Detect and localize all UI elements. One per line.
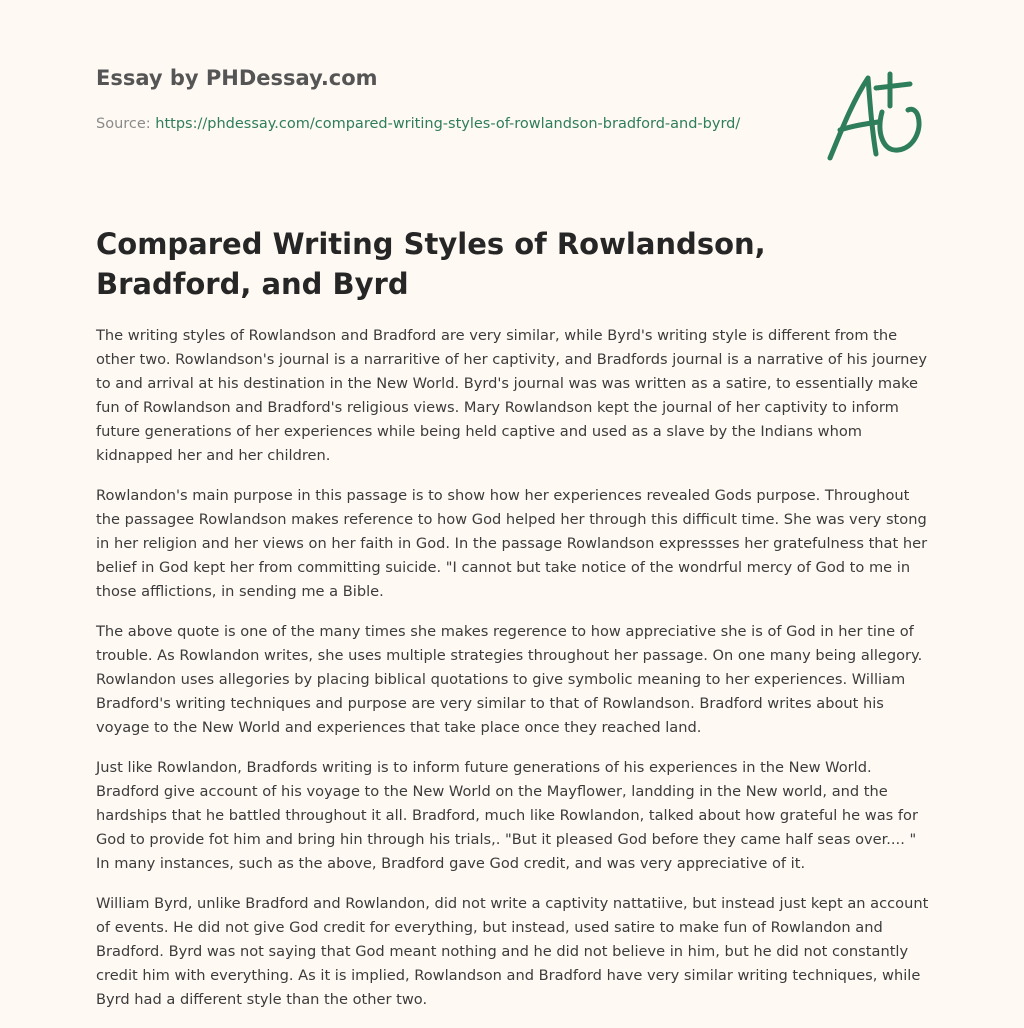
essay-body — [96, 324, 932, 1028]
essay-paragraph: Rowlandon's main purpose in this passage is to show how her experiences revealed Gods purpose. Throughout the passagee Rowlandson makes reference to how God helped her through this difficult time. She was very stong in her religion and her views on her faith in God. In the passage Rowlandson expressses her gratefulness that her belief in God kept her from committing suicide. "I cannot but take notice of the wondrful mercy of God to me in those afflictions, in sending me a Bible. — [96, 487, 928, 600]
essay-paragraph: The writing styles of Rowlandson and Bradford are very similar, while Byrd's writing style is different from the other two. Rowlandson's journal is a narraritive of her captivity, and Bradfords journal is a narrative of his journey to and arrival at his destination in the New World. Byrd's journal was was written as a satire, to essentially make fun of Rowlandson and Bradford's religious views. Mary Rowlandson kept the journal of her captivity to inform future generations of her experiences while being held captive and used as a slave by the Indians whom kidnapped her and her children. — [96, 327, 928, 464]
a-plus-grade-icon — [818, 64, 930, 168]
source-label: Source: — [96, 116, 151, 132]
essay-paragraph: Just like Rowlandon, Bradfords writing is to inform future generations of his experiences in the New World. Bradford give account of his voyage to the New World on the Mayflower, landding in the New world, and the hardships that he battled throughout it all. Bradford, much like Rowlandon, talked about how grateful he was for God to provide fot him and bring hin through his trials,. "But it pleased God before they came half seas over.... " In many instances, such as the above, Bradford gave God credit, and was very appreciative of it. — [96, 759, 918, 872]
source-link[interactable]: https://phdessay.com/compared-writing-styles-of-rowlandson-bradford-and-byrd/ — [155, 116, 741, 132]
essay-title: Compared Writing Styles of Rowlandson, Bradford, and Byrd — [96, 227, 766, 301]
site-title: Essay by PHDessay.com — [96, 66, 378, 90]
page-header — [96, 64, 776, 136]
essay-paragraph: William Byrd, unlike Bradford and Rowlandon, did not write a captivity nattatiive, but instead just kept an account of events. He did not give God credit for everything, but instead, used satire to make fun of Rowlandon and Bradford. Byrd was not saying that God meant nothing and he did not believe in him, but he did not constantly credit him with everything. As it is implied, Rowlandson and Bradford have very similar writing techniques, while Byrd had a different style than the other two. — [96, 895, 929, 1008]
essay-paragraph: The above quote is one of the many times she makes regerence to how appreciative she is of God in her tine of trouble. As Rowlandon writes, she uses multiple strategies throughout her passage. On one many being allegory. Rowlandon uses allegories by placing biblical quotations to give symbolic meaning to her experiences. William Bradford's writing techniques and purpose are very similar to that of Rowlandson. Bradford writes about his voyage to the New World and experiences that take place once they reached land. — [96, 623, 923, 736]
source-line — [96, 112, 776, 136]
